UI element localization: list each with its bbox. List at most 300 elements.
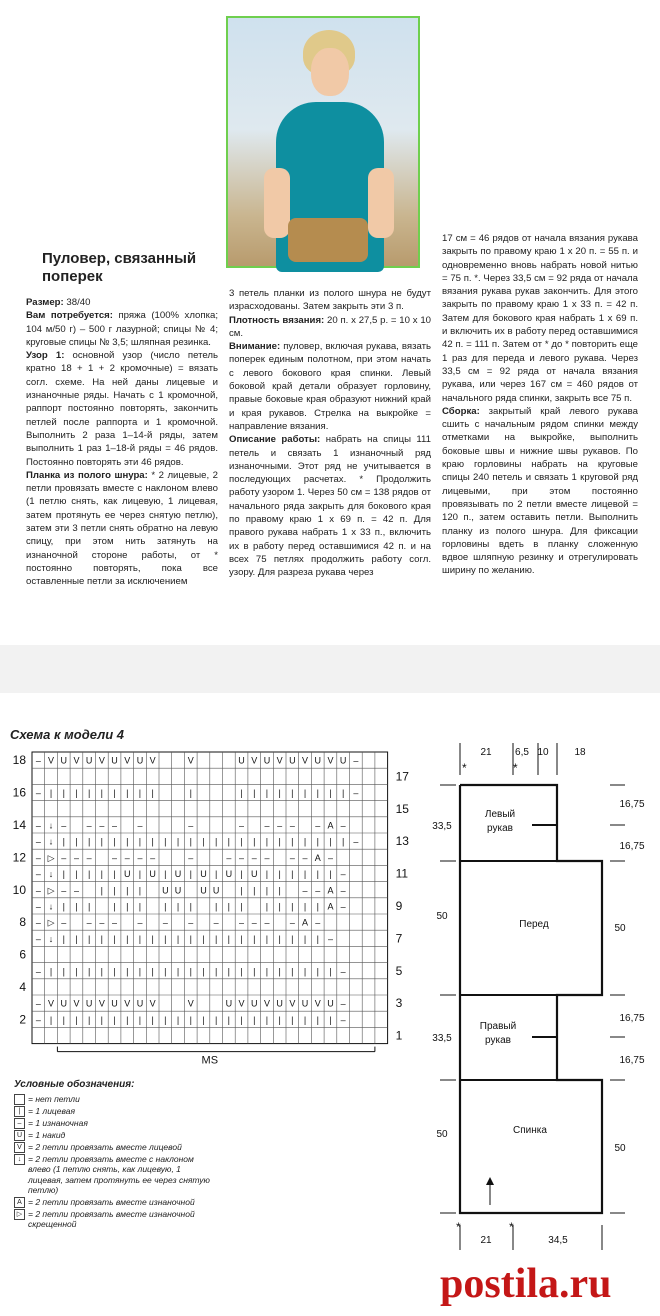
legend-symbol-icon: U xyxy=(14,1130,25,1141)
chart-stitch-symbol: | xyxy=(113,788,116,799)
chart-stitch-symbol: – xyxy=(340,1014,346,1025)
chart-stitch-symbol: – xyxy=(35,836,41,847)
chart-stitch-symbol: – xyxy=(289,852,295,863)
legend-item xyxy=(14,1209,214,1230)
chart-stitch-symbol: | xyxy=(151,836,154,847)
chart-stitch-symbol: – xyxy=(340,820,346,831)
chart-ms-label: MS xyxy=(201,1054,219,1067)
chart-stitch-symbol: – xyxy=(239,852,245,863)
schematic-right-dimension: 16,75 xyxy=(619,841,645,852)
schematic-star: * xyxy=(456,1220,461,1234)
chart-stitch-symbol: | xyxy=(291,788,294,799)
chart-stitch-symbol: – xyxy=(315,917,321,928)
schematic-top-dimension: 6,5 xyxy=(515,747,529,758)
chart-stitch-symbol: U xyxy=(136,755,144,766)
schematic-left-dimension: 33,5 xyxy=(432,821,452,832)
chart-stitch-symbol: | xyxy=(75,933,78,944)
paragraph xyxy=(442,232,638,405)
chart-stitch-symbol: | xyxy=(75,966,78,977)
chart-stitch-symbol: U xyxy=(251,869,258,880)
chart-stitch-symbol: | xyxy=(62,1014,65,1025)
chart-stitch-symbol: – xyxy=(35,869,41,880)
legend-item xyxy=(14,1130,214,1141)
chart-stitch-symbol: – xyxy=(188,852,194,863)
chart-stitch-symbol: ▷ xyxy=(47,917,55,928)
chart-stitch-symbol: U xyxy=(174,885,182,896)
chart-stitch-symbol: | xyxy=(227,836,231,847)
chart-stitch-symbol: | xyxy=(329,869,332,880)
chart-stitch-symbol: | xyxy=(227,966,231,977)
chart-stitch-symbol: | xyxy=(138,788,142,799)
chart-stitch-symbol: V xyxy=(124,755,131,766)
chart-row-number: 6 xyxy=(19,947,26,962)
chart-stitch-symbol: | xyxy=(138,869,142,880)
chart-stitch-symbol: | xyxy=(189,788,192,799)
chart-stitch-symbol: U xyxy=(263,755,271,766)
chart-stitch-symbol: | xyxy=(151,933,154,944)
chart-stitch-symbol: | xyxy=(49,966,53,977)
chart-stitch-symbol: V xyxy=(314,998,321,1009)
chart-stitch-symbol: – xyxy=(302,852,308,863)
chart-stitch-symbol: V xyxy=(48,998,55,1009)
chart-stitch-symbol: V xyxy=(124,998,131,1009)
chart-stitch-symbol: | xyxy=(62,933,65,944)
chart-stitch-symbol: | xyxy=(151,788,154,799)
chart-stitch-symbol: | xyxy=(164,901,167,912)
chart-stitch-symbol: | xyxy=(151,966,154,977)
paragraph xyxy=(26,309,218,349)
chart-stitch-symbol: – xyxy=(35,755,41,766)
chart-stitch-symbol: U xyxy=(174,869,182,880)
chart-stitch-symbol: – xyxy=(315,820,321,831)
chart-stitch-symbol: | xyxy=(316,966,319,977)
chart-stitch-symbol: – xyxy=(340,966,346,977)
chart-stitch-symbol: – xyxy=(61,885,67,896)
chart-stitch-symbol: – xyxy=(213,917,219,928)
chart-stitch-symbol: | xyxy=(303,966,307,977)
chart-stitch-symbol: | xyxy=(87,869,91,880)
chart-stitch-symbol: | xyxy=(278,966,281,977)
chart-stitch-symbol: – xyxy=(35,901,41,912)
paragraph xyxy=(229,287,431,314)
chart-stitch-symbol: | xyxy=(113,933,116,944)
paragraph-text: основной узор (число петель кратно 18 + 1 + 2 кромочные) = вязать согл. схеме. На ней даны лицевые и изнаночные ряды. Начать с 1 кромочной, раппорт постоянно повторять, закончить петлей после раппорта и 1 кромочной. Выполнить 2 раза 1–14-й ряды, затем выполнить 1 раз 1–18-й ряды = 46 рядов. Постоянно повторять эти 46 рядов. xyxy=(26,350,219,468)
chart-stitch-symbol: | xyxy=(240,933,243,944)
chart-stitch-symbol: | xyxy=(151,1014,154,1025)
chart-stitch-symbol: V xyxy=(73,998,80,1009)
chart-stitch-symbol: – xyxy=(35,966,41,977)
chart-stitch-symbol: – xyxy=(61,820,67,831)
chart-stitch-symbol: | xyxy=(189,966,192,977)
chart-stitch-symbol: U xyxy=(85,998,93,1009)
chart-stitch-symbol: – xyxy=(340,901,346,912)
chart-stitch-symbol: | xyxy=(253,885,256,896)
chart-stitch-symbol: | xyxy=(75,869,78,880)
chart-stitch-symbol: | xyxy=(189,933,192,944)
chart-stitch-symbol: – xyxy=(340,885,346,896)
paragraph-text: пуловер, включая рукава, вязать поперек единым полотном, при этом начать с левого бокового края спинки. Левый боковой край детали образует горловину, правые боковые края образуют нижний край и края рукавов. Стрелка на выкройке = направление вязания. xyxy=(229,341,431,432)
chart-stitch-symbol: | xyxy=(126,1014,129,1025)
legend xyxy=(14,1080,214,1231)
watermark: postila.ru xyxy=(440,1261,612,1307)
chart-stitch-symbol: | xyxy=(240,869,243,880)
paragraph xyxy=(26,296,218,309)
chart-stitch-symbol: | xyxy=(291,933,294,944)
chart-stitch-symbol: – xyxy=(188,917,194,928)
chart-stitch-symbol: – xyxy=(137,852,143,863)
schematic-left-dimension: 50 xyxy=(436,1129,448,1140)
chart-stitch-symbol: | xyxy=(100,885,104,896)
schematic-piece-label: Спинка xyxy=(513,1125,547,1136)
knitting-chart xyxy=(0,740,420,1067)
legend-text: = 2 петли провязать вместе изнаночной xyxy=(28,1196,195,1207)
chart-stitch-symbol: | xyxy=(75,788,78,799)
chart-stitch-symbol: ▷ xyxy=(47,885,55,896)
chart-stitch-symbol: | xyxy=(278,1014,281,1025)
chart-stitch-symbol: – xyxy=(35,885,41,896)
chart-stitch-symbol: | xyxy=(265,836,269,847)
chart-row-number: 11 xyxy=(395,866,409,881)
chart-stitch-symbol: | xyxy=(214,933,218,944)
chart-stitch-symbol: | xyxy=(189,869,192,880)
chart-stitch-symbol: | xyxy=(189,1014,192,1025)
schematic-right-dimension: 50 xyxy=(614,1143,626,1154)
chart-stitch-symbol: | xyxy=(176,836,180,847)
chart-stitch-symbol: – xyxy=(86,852,92,863)
page-separator xyxy=(0,645,660,693)
chart-stitch-symbol: | xyxy=(138,836,142,847)
chart-row-number: 10 xyxy=(12,882,26,897)
chart-stitch-symbol: | xyxy=(164,869,167,880)
chart-stitch-symbol: ↓ xyxy=(48,820,54,831)
legend-symbol-icon: A xyxy=(14,1197,25,1208)
chart-stitch-symbol: | xyxy=(202,1014,205,1025)
chart-stitch-symbol: | xyxy=(316,933,319,944)
chart-stitch-symbol: | xyxy=(253,836,256,847)
schematic-right-dimension: 16,75 xyxy=(619,799,645,810)
article-title: Пуловер, связанный поперек xyxy=(42,250,197,285)
chart-stitch-symbol: – xyxy=(99,820,105,831)
chart-stitch-symbol: U xyxy=(111,998,118,1009)
chart-stitch-symbol: | xyxy=(113,885,116,896)
chart-row-number: 5 xyxy=(395,963,403,978)
schematic-right-dimension: 16,75 xyxy=(619,1013,645,1024)
chart-stitch-symbol: – xyxy=(112,852,118,863)
chart-stitch-symbol: | xyxy=(202,933,205,944)
chart-stitch-symbol: | xyxy=(113,966,116,977)
chart-stitch-symbol: – xyxy=(35,933,41,944)
chart-stitch-symbol: | xyxy=(138,933,142,944)
chart-stitch-symbol: | xyxy=(75,836,78,847)
chart-stitch-symbol: U xyxy=(276,998,283,1009)
paragraph-label: Плотность вязания: xyxy=(229,314,325,326)
chart-stitch-symbol: – xyxy=(112,820,118,831)
chart-stitch-symbol: | xyxy=(265,869,269,880)
schematic-right-dimension: 16,75 xyxy=(619,1055,645,1066)
chart-stitch-symbol: | xyxy=(303,1014,307,1025)
chart-stitch-symbol: | xyxy=(329,836,332,847)
chart-stitch-symbol: | xyxy=(100,836,104,847)
model-photo xyxy=(226,16,420,268)
chart-stitch-symbol: | xyxy=(113,869,116,880)
chart-stitch-symbol: | xyxy=(240,1014,243,1025)
chart-stitch-symbol: – xyxy=(226,852,232,863)
chart-stitch-symbol: | xyxy=(316,1014,319,1025)
paragraph xyxy=(442,405,638,578)
chart-stitch-symbol: | xyxy=(253,933,256,944)
chart-stitch-symbol: | xyxy=(291,869,294,880)
chart-stitch-symbol: | xyxy=(265,885,269,896)
chart-stitch-symbol: | xyxy=(291,966,294,977)
chart-stitch-symbol: | xyxy=(265,901,269,912)
chart-row-number: 15 xyxy=(395,801,409,816)
chart-stitch-symbol: | xyxy=(87,901,91,912)
chart-stitch-symbol: U xyxy=(136,998,144,1009)
paragraph-label: Описание работы: xyxy=(229,434,321,446)
paragraph-text: 3 петель планки из полого шнура не будут израсходованы. Затем закрыть эти 3 п. xyxy=(229,288,431,313)
paragraph xyxy=(229,433,431,579)
chart-stitch-symbol: | xyxy=(113,1014,116,1025)
chart-stitch-symbol: V xyxy=(187,998,194,1009)
schematic-piece-label: Левый xyxy=(484,809,516,820)
chart-stitch-symbol: | xyxy=(253,788,256,799)
paragraph-text: набрать на спицы 111 петель и связать 1 изнаночный ряд изнаночными. Этот ряд не учитывается в последующих расчетах. * Продолжить работу узором 1. Через 50 см = 138 рядов от начального ряда закрыть для бокового края по правому краю 1 х 69 п. = 42 п. Для правого рукава набрать 1 х 33 п., включить их в работу перед оставшимися 42 п. и на всех 75 петлях продолжить работу согл. узору. Для разреза рукава через xyxy=(229,434,432,579)
text-column-2 xyxy=(229,287,431,580)
chart-stitch-symbol: | xyxy=(329,966,332,977)
chart-stitch-symbol: | xyxy=(176,901,180,912)
legend-item xyxy=(14,1154,214,1196)
paragraph xyxy=(229,314,431,341)
chart-stitch-symbol: | xyxy=(62,901,65,912)
schematic-piece-label: рукав xyxy=(485,1035,511,1046)
chart-stitch-symbol: U xyxy=(149,869,156,880)
chart-stitch-symbol: ↓ xyxy=(48,836,54,847)
chart-stitch-symbol: – xyxy=(251,852,257,863)
chart-stitch-symbol: – xyxy=(340,998,346,1009)
chart-stitch-symbol: | xyxy=(214,966,218,977)
chart-stitch-symbol: U xyxy=(60,998,67,1009)
chart-stitch-symbol: | xyxy=(265,933,269,944)
chart-stitch-symbol: | xyxy=(291,1014,294,1025)
chart-stitch-symbol: V xyxy=(48,755,55,766)
chart-stitch-symbol: – xyxy=(264,820,270,831)
chart-stitch-symbol: – xyxy=(99,917,105,928)
chart-stitch-symbol: U xyxy=(162,885,169,896)
legend-symbol-icon: ↓ xyxy=(14,1154,25,1165)
chart-stitch-symbol: ↓ xyxy=(48,901,54,912)
chart-stitch-symbol: U xyxy=(85,755,93,766)
chart-stitch-symbol: – xyxy=(302,885,308,896)
paragraph-label: Планка из полого шнура: xyxy=(26,469,148,481)
chart-stitch-symbol: | xyxy=(253,1014,256,1025)
chart-stitch-symbol: | xyxy=(265,966,269,977)
paragraph-text: 38/40 xyxy=(63,297,91,308)
chart-stitch-symbol: U xyxy=(200,869,207,880)
legend-title: Условные обозначения: xyxy=(14,1079,135,1090)
chart-row-number: 1 xyxy=(395,1028,403,1043)
chart-stitch-symbol: – xyxy=(162,917,168,928)
chart-stitch-symbol: A xyxy=(327,901,334,912)
chart-stitch-symbol: | xyxy=(240,966,243,977)
chart-stitch-symbol: | xyxy=(316,901,319,912)
chart-stitch-symbol: – xyxy=(188,820,194,831)
chart-stitch-symbol: | xyxy=(303,901,307,912)
paragraph-label: Узор 1: xyxy=(26,350,65,362)
chart-stitch-symbol: – xyxy=(86,917,92,928)
legend-symbol-icon: – xyxy=(14,1118,25,1129)
chart-stitch-symbol: | xyxy=(138,901,142,912)
chart-stitch-symbol: V xyxy=(73,755,80,766)
chart-stitch-symbol: | xyxy=(126,788,129,799)
pattern-schematic xyxy=(420,735,660,1255)
chart-stitch-symbol: – xyxy=(353,836,359,847)
chart-title: Схема к модели 4 xyxy=(10,727,125,742)
chart-stitch-symbol: U xyxy=(314,755,321,766)
legend-text: = 1 лицевая xyxy=(28,1105,76,1116)
chart-stitch-symbol: – xyxy=(264,852,270,863)
chart-stitch-symbol: | xyxy=(202,836,205,847)
chart-stitch-symbol: V xyxy=(98,998,105,1009)
chart-stitch-symbol: U xyxy=(212,885,220,896)
chart-stitch-symbol: – xyxy=(35,852,41,863)
chart-stitch-symbol: | xyxy=(87,836,91,847)
chart-row-number: 2 xyxy=(19,1012,26,1027)
chart-stitch-symbol: | xyxy=(87,1014,91,1025)
chart-stitch-symbol: | xyxy=(227,901,231,912)
schematic-star: * xyxy=(462,761,467,775)
chart-stitch-symbol: | xyxy=(87,788,91,799)
chart-stitch-symbol: | xyxy=(303,836,307,847)
chart-stitch-symbol: ▷ xyxy=(47,852,55,863)
chart-stitch-symbol: – xyxy=(150,852,156,863)
chart-stitch-symbol: V xyxy=(263,998,270,1009)
chart-stitch-symbol: | xyxy=(189,901,192,912)
paragraph-label: Вам потребуется: xyxy=(26,310,113,322)
chart-stitch-symbol: | xyxy=(100,869,104,880)
schematic-piece-label: Правый xyxy=(479,1021,517,1032)
schematic-right-dimension: 50 xyxy=(614,923,626,934)
chart-row-number: 17 xyxy=(395,769,409,784)
legend-item xyxy=(14,1197,214,1208)
chart-stitch-symbol: | xyxy=(341,836,345,847)
chart-stitch-symbol: | xyxy=(214,836,218,847)
chart-stitch-symbol: ↓ xyxy=(48,933,54,944)
paragraph-text: 17 см = 46 рядов от начала вязания рукава закрыть по правому краю 1 х 20 п. = 55 п. и одновременно вновь набрать новой нитью = 75 п. *. Через 33,5 см = 92 ряда от начала вязания рукава рукав закончить. Для этого закрыть по правому краю 1 х 33 п. = 42 п. Затем для бокового края набрать 1 х 69 п. и включить их в работу перед оставшимися 42 п. = 111 п. Затем от * до * повторить еще 1 раз для переда и левого рукава. Через 33,5 см = 92 ряда от начала вязания рукава, или через 167 см = 460 рядов от начального ряда спинки, закрыть все 75 п. xyxy=(442,233,638,404)
chart-stitch-symbol: | xyxy=(49,1014,53,1025)
chart-stitch-symbol: | xyxy=(341,788,345,799)
chart-stitch-symbol: | xyxy=(278,836,281,847)
chart-stitch-symbol: | xyxy=(87,933,91,944)
legend-text: = 2 петли провязать вместе изнаночной скрещенной xyxy=(28,1208,195,1229)
paragraph-text: пряжа (100% хлопка; 104 м/50 г) – 500 г лазурной; спицы № 4; круговые спицы № 3,5; шляпная резинка. xyxy=(26,310,218,348)
chart-stitch-symbol: | xyxy=(316,836,319,847)
chart-stitch-symbol: | xyxy=(126,901,129,912)
chart-stitch-symbol: | xyxy=(176,1014,180,1025)
chart-stitch-symbol: | xyxy=(164,1014,167,1025)
chart-stitch-symbol: V xyxy=(149,998,156,1009)
paragraph-text: 20 п. х 27,5 р. = 10 х 10 см. xyxy=(229,314,431,339)
chart-row-number: 13 xyxy=(395,834,409,849)
chart-stitch-symbol: | xyxy=(100,1014,104,1025)
chart-stitch-symbol: – xyxy=(35,820,41,831)
chart-stitch-symbol: – xyxy=(315,885,321,896)
chart-stitch-symbol: V xyxy=(289,998,296,1009)
chart-stitch-symbol: – xyxy=(35,917,41,928)
legend-text: = 1 накид xyxy=(28,1129,66,1140)
chart-row-number: 14 xyxy=(12,817,26,832)
chart-stitch-symbol: – xyxy=(251,917,257,928)
paragraph-text: * 2 лицевые, 2 петли провязать вместе с наклоном влево (1 петлю снять, как лицевую, 1 лицевая, затем протянуть ее через снятую петлю), затем эти 3 петли снять обратно на левую спицу, при этом нить затянуть на изнаночной стороне работы, от * постоянно повторять, пока все оставленные петли за исключением xyxy=(26,469,218,588)
chart-row-number: 4 xyxy=(19,979,26,994)
chart-stitch-symbol: | xyxy=(202,966,205,977)
chart-stitch-symbol: U xyxy=(200,885,207,896)
chart-stitch-symbol: – xyxy=(353,788,359,799)
chart-stitch-symbol: V xyxy=(327,755,334,766)
chart-stitch-symbol: U xyxy=(289,755,296,766)
chart-stitch-symbol: | xyxy=(62,788,65,799)
chart-stitch-symbol: | xyxy=(278,788,281,799)
chart-stitch-symbol: – xyxy=(61,852,67,863)
legend-item xyxy=(14,1106,214,1117)
schematic-top-dimension: 21 xyxy=(480,747,492,758)
chart-stitch-symbol: – xyxy=(86,820,92,831)
chart-stitch-symbol: | xyxy=(100,966,104,977)
chart-stitch-symbol: | xyxy=(253,966,256,977)
chart-stitch-symbol: V xyxy=(276,755,283,766)
paragraph-label: Размер: xyxy=(26,297,64,308)
chart-stitch-symbol: | xyxy=(278,869,281,880)
text-column-3 xyxy=(442,232,638,578)
chart-stitch-symbol: | xyxy=(75,1014,78,1025)
paragraph xyxy=(26,349,218,469)
chart-row-number: 9 xyxy=(395,898,403,913)
chart-stitch-symbol: U xyxy=(327,998,334,1009)
legend-item xyxy=(14,1142,214,1153)
chart-stitch-symbol: | xyxy=(329,1014,332,1025)
chart-stitch-symbol: | xyxy=(176,966,180,977)
chart-stitch-symbol: – xyxy=(35,998,41,1009)
chart-stitch-symbol: | xyxy=(164,933,167,944)
chart-stitch-symbol: | xyxy=(189,836,192,847)
schematic-piece-label: Перед xyxy=(519,919,549,930)
chart-stitch-symbol: – xyxy=(327,933,333,944)
legend-text: = 2 петли провязать вместе с наклоном влево (1 петлю снять, как лицевую, 1 лицевая, затем протянуть ее через снятую петлю) xyxy=(28,1153,210,1195)
chart-stitch-symbol: | xyxy=(265,788,269,799)
chart-stitch-symbol: | xyxy=(303,788,307,799)
chart-stitch-symbol: | xyxy=(138,966,142,977)
chart-row-number: 18 xyxy=(12,753,26,768)
chart-stitch-symbol: – xyxy=(124,852,130,863)
schematic-bottom-dimension: 21 xyxy=(480,1235,492,1246)
chart-stitch-symbol: U xyxy=(225,998,233,1009)
chart-stitch-symbol: | xyxy=(291,836,294,847)
chart-stitch-symbol: U xyxy=(225,869,233,880)
chart-stitch-symbol: A xyxy=(302,917,309,928)
chart-row-number: 7 xyxy=(395,931,403,946)
chart-stitch-symbol: | xyxy=(303,869,307,880)
paragraph-label: Сборка: xyxy=(442,405,480,417)
chart-stitch-symbol: – xyxy=(239,917,245,928)
paragraph xyxy=(229,340,431,433)
chart-stitch-symbol: | xyxy=(240,885,243,896)
chart-stitch-symbol: V xyxy=(302,755,309,766)
chart-stitch-symbol: | xyxy=(62,836,65,847)
chart-stitch-symbol: | xyxy=(164,836,167,847)
legend-symbol-icon: | xyxy=(14,1106,25,1117)
chart-row-number: 12 xyxy=(12,850,26,865)
legend-text: = 2 петли провязать вместе лицевой xyxy=(28,1141,182,1152)
chart-stitch-symbol: | xyxy=(227,933,231,944)
